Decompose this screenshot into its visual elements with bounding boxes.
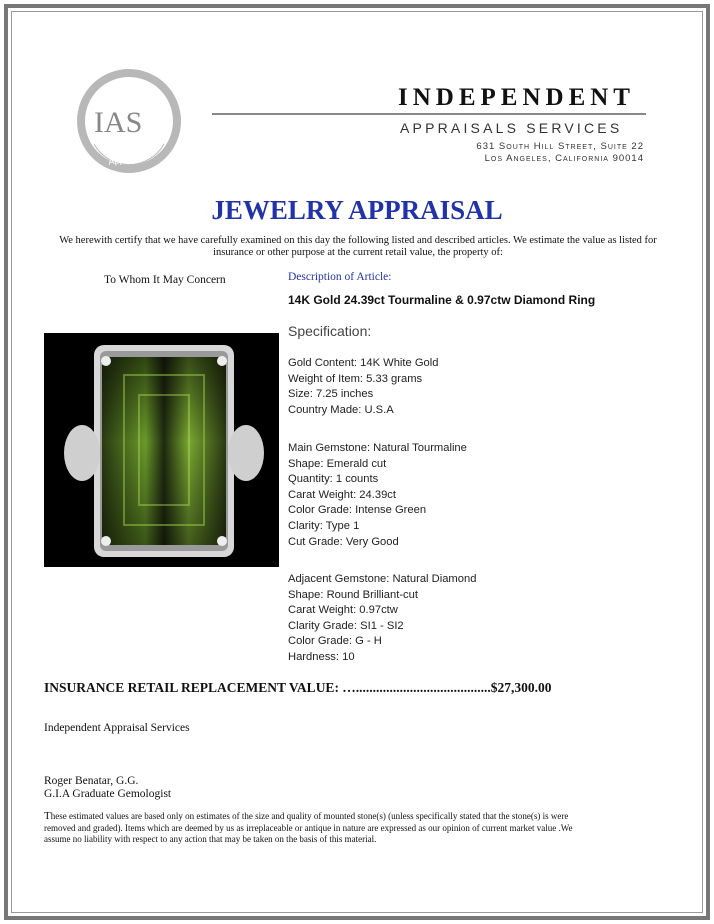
spec-line: Cut Grade: Very Good <box>288 535 399 548</box>
description-label: Description of Article: <box>288 271 392 283</box>
spec-line: Carat Weight: 24.39ct <box>288 488 396 501</box>
article-title: 14K Gold 24.39ct Tourmaline & 0.97ctw Diamond Ring <box>288 293 596 307</box>
spec-line: Clarity: Type 1 <box>288 519 360 532</box>
disclaimer <box>44 811 584 846</box>
address-line-1: 631 South Hill Street, Suite 22 <box>476 141 644 152</box>
spec-line: Clarity Grade: SI1 - SI2 <box>288 619 404 632</box>
specification-label: Specification: <box>288 323 372 339</box>
spec-gold-section <box>288 356 439 418</box>
spec-line: Shape: Round Brilliant-cut <box>288 588 418 601</box>
spec-line: Hardness: 10 <box>288 650 355 663</box>
spec-line: Adjacent Gemstone: Natural Diamond <box>288 573 477 585</box>
spec-line: Country Made: U.S.A <box>288 403 394 416</box>
address-line-2: Los Angeles, California 90014 <box>484 153 644 164</box>
spec-line: Quantity: 1 counts <box>288 473 379 486</box>
spec-line: Shape: Emerald cut <box>288 457 387 470</box>
spec-line: Carat Weight: 0.97ctw <box>288 604 398 617</box>
spec-adjacent-gemstone-section <box>288 572 476 666</box>
signer-name: Roger Benatar, G.G. <box>44 775 139 787</box>
header-divider <box>212 113 646 115</box>
logo-text: IAS <box>94 106 143 139</box>
spec-line: Color Grade: G - H <box>288 635 382 648</box>
signer-title: G.I.A Graduate Gemologist <box>44 788 172 800</box>
company-footer: Independent Appraisal Services <box>44 722 190 734</box>
company-name: INDEPENDENT <box>398 84 635 111</box>
ring-photo <box>44 333 279 567</box>
spec-line: Main Gemstone: Natural Tourmaline <box>288 442 467 454</box>
spec-line: Gold Content: 14K White Gold <box>288 357 439 369</box>
disclaimer-initial: T <box>44 810 51 822</box>
company-subtitle: APPRAISALS SERVICES <box>400 120 623 136</box>
ias-logo <box>74 66 184 176</box>
certification-text: We herewith certify that we have carefully examined on this day the following listed and described articles. We estimate the value as listed for insurance or other purpose at the current retail value, the property of: <box>59 235 657 258</box>
spec-line: Color Grade: Intense Green <box>288 504 427 517</box>
spec-line: Size: 7.25 inches <box>288 388 374 401</box>
insurance-value: INSURANCE RETAIL REPLACEMENT VALUE: …........................................$27,300.00 <box>44 680 552 695</box>
disclaimer-text: hese estimated values are based only on estimates of the size and quality of mounted stone(s) (unless specifically stated that the stone(s) is were removed and graded). Items which are deemed by us as irreplaceable or antique in nature are expressed as our opinion of current market value .We assume no liability with respect to any action that may be taken on the basis of this material. <box>44 811 573 844</box>
logo-subtext: Appraisal <box>107 151 147 167</box>
recipient: To Whom It May Concern <box>104 274 226 286</box>
spec-line: Weight of Item: 5.33 grams <box>288 372 423 385</box>
signer-block <box>44 775 171 801</box>
document-title: JEWELRY APPRAISAL <box>211 195 503 225</box>
spec-main-gemstone-section <box>288 441 467 550</box>
